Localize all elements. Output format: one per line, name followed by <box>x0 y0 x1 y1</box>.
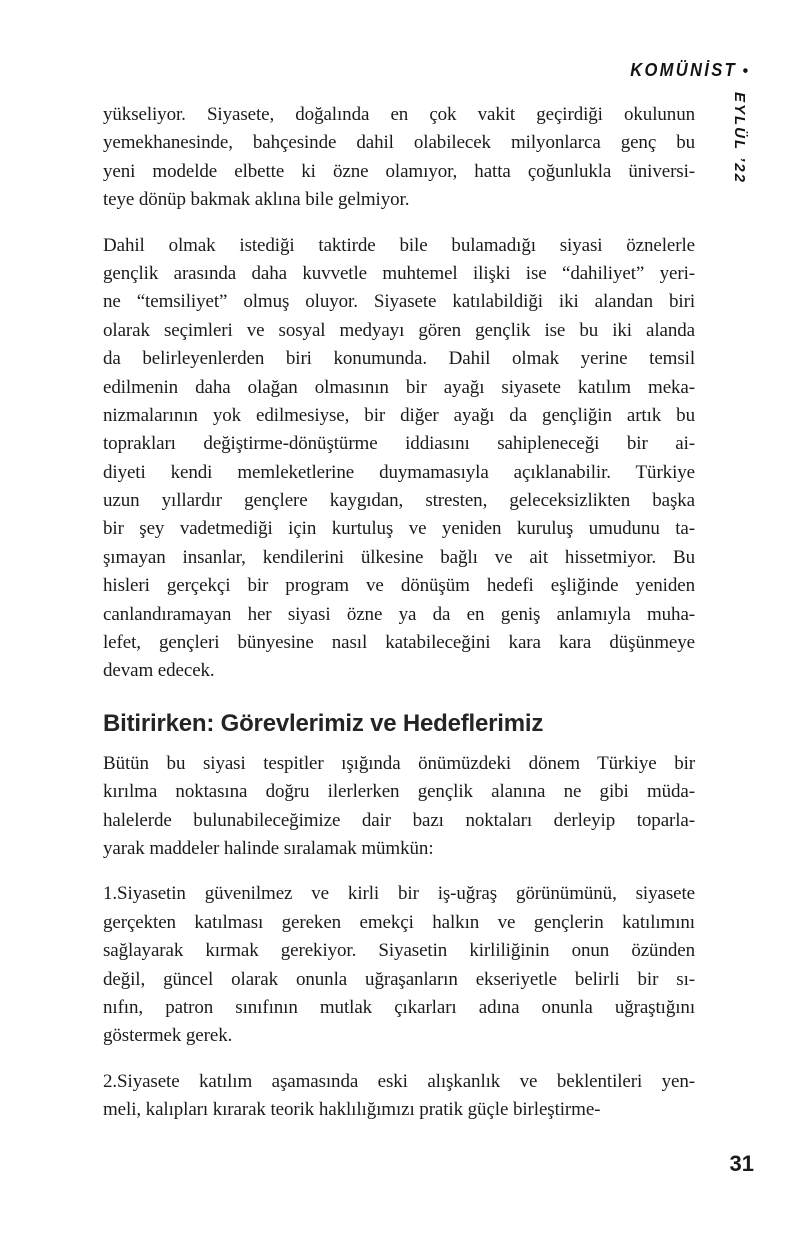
text-line: yemekhanesinde, bahçesinde dahil olabilecek milyonlarca genç bu <box>103 132 695 154</box>
text-line: bir şey vadetmediği için kurtuluş ve yeniden kuruluş umudunu ta- <box>103 518 695 540</box>
article-body <box>103 101 695 1142</box>
paragraph-numbered-item-2 <box>103 1068 695 1125</box>
text-line: göstermek gerek. <box>103 1025 233 1047</box>
text-line: uzun yıllardır gençlere kaygıdan, stresten, geleceksizlikten başka <box>103 490 695 512</box>
text-line: 1.Siyasetin güvenilmez ve kirli bir iş-uğraş görünümünü, siyasete <box>103 883 695 905</box>
text-line: yeni modelde elbette ki özne olamıyor, hatta çoğunlukla üniversi- <box>103 160 695 182</box>
text-line: şımayan insanlar, kendilerini ülkesine bağlı ve ait hissetmiyor. Bu <box>103 546 695 568</box>
text-line: lefet, gençleri bünyesine nasıl katabileceğini kara kara düşünmeye <box>103 632 695 654</box>
text-line: da belirleyenlerden biri konumunda. Dahil olmak yerine temsil <box>103 348 695 370</box>
text-line: sağlayarak kırmak gerekiyor. Siyasetin kirliliğinin onun özünden <box>103 940 695 962</box>
issue-label: EYLÜL ’22 <box>731 92 748 184</box>
text-line: canlandıramayan her siyasi özne ya da en geniş anlamıyla muha- <box>103 603 695 625</box>
bullet-icon: • <box>742 61 748 80</box>
text-line: edilmenin daha olağan olmasının bir ayağı siyasete katılım meka- <box>103 376 695 398</box>
text-line: devam edecek. <box>103 660 215 682</box>
paragraph-numbered-item-1 <box>103 880 695 1050</box>
text-line: nıfın, patron sınıfının mutlak çıkarları adına onunla uğraştığını <box>103 996 695 1018</box>
text-line: yarak maddeler halinde sıralamak mümkün: <box>103 837 434 859</box>
paragraph <box>103 232 695 686</box>
text-line: diyeti kendi memleketlerine duymamasıyla açıklanabilir. Türkiye <box>103 461 695 483</box>
text-line: yükseliyor. Siyasete, doğalında en çok vakit geçirdiği okulunun <box>103 104 695 125</box>
text-line: gerçekten katılması gereken emekçi halkın ve gençlerin katılımını <box>103 911 695 933</box>
text-line: hisleri gerçekçi bir program ve dönüşüm hedefi eşliğinde yeniden <box>103 575 695 597</box>
text-line: teye dönüp bakmak aklına bile gelmiyor. <box>103 189 410 211</box>
section-heading: Bitirirken: Görevlerimiz ve Hedeflerimiz <box>103 709 544 737</box>
text-line: meli, kalıpları kırarak teorik haklılığımızı pratik güçle birleştirme- <box>103 1099 601 1121</box>
text-line: değil, güncel olarak onunla uğraşanların ekseriyetle belirli bir sı- <box>103 968 695 990</box>
text-line: halelerde bulunabileceğimize dair bazı noktaları derleyip toparla- <box>103 809 695 831</box>
paragraph <box>103 750 695 864</box>
page-header <box>630 60 748 81</box>
text-line: olarak seçimleri ve sosyal medyayı gören gençlik ise bu iki alanda <box>103 319 695 341</box>
text-line: ne “temsiliyet” olmuş oluyor. Siyasete katılabildiği iki alandan biri <box>103 291 695 313</box>
text-line: nizmalarının yok edilmesiyse, bir diğer ayağı da gençliğin artık bu <box>103 404 695 426</box>
page-number: 31 <box>729 1151 754 1176</box>
text-line: kırılma noktasına doğru ilerlerken gençlik alanına ne gibi müda- <box>103 781 695 803</box>
text-line: gençlik arasında daha kuvvetle muhtemel ilişki ise “dahiliyet” yeri- <box>103 262 695 284</box>
text-line: toprakları değiştirme-dönüştürme iddiasını sahipleneceği bir ai- <box>103 433 695 455</box>
text-line: 2.Siyasete katılım aşamasında eski alışkanlık ve beklentileri yen- <box>103 1070 695 1092</box>
journal-title: KOMÜNİST <box>630 60 738 80</box>
text-line: Bütün bu siyasi tespitler ışığında önümüzdeki dönem Türkiye bir <box>103 752 695 774</box>
paragraph <box>103 101 695 215</box>
text-line: Dahil olmak istediği taktirde bile bulamadığı siyasi öznelerle <box>103 234 695 256</box>
